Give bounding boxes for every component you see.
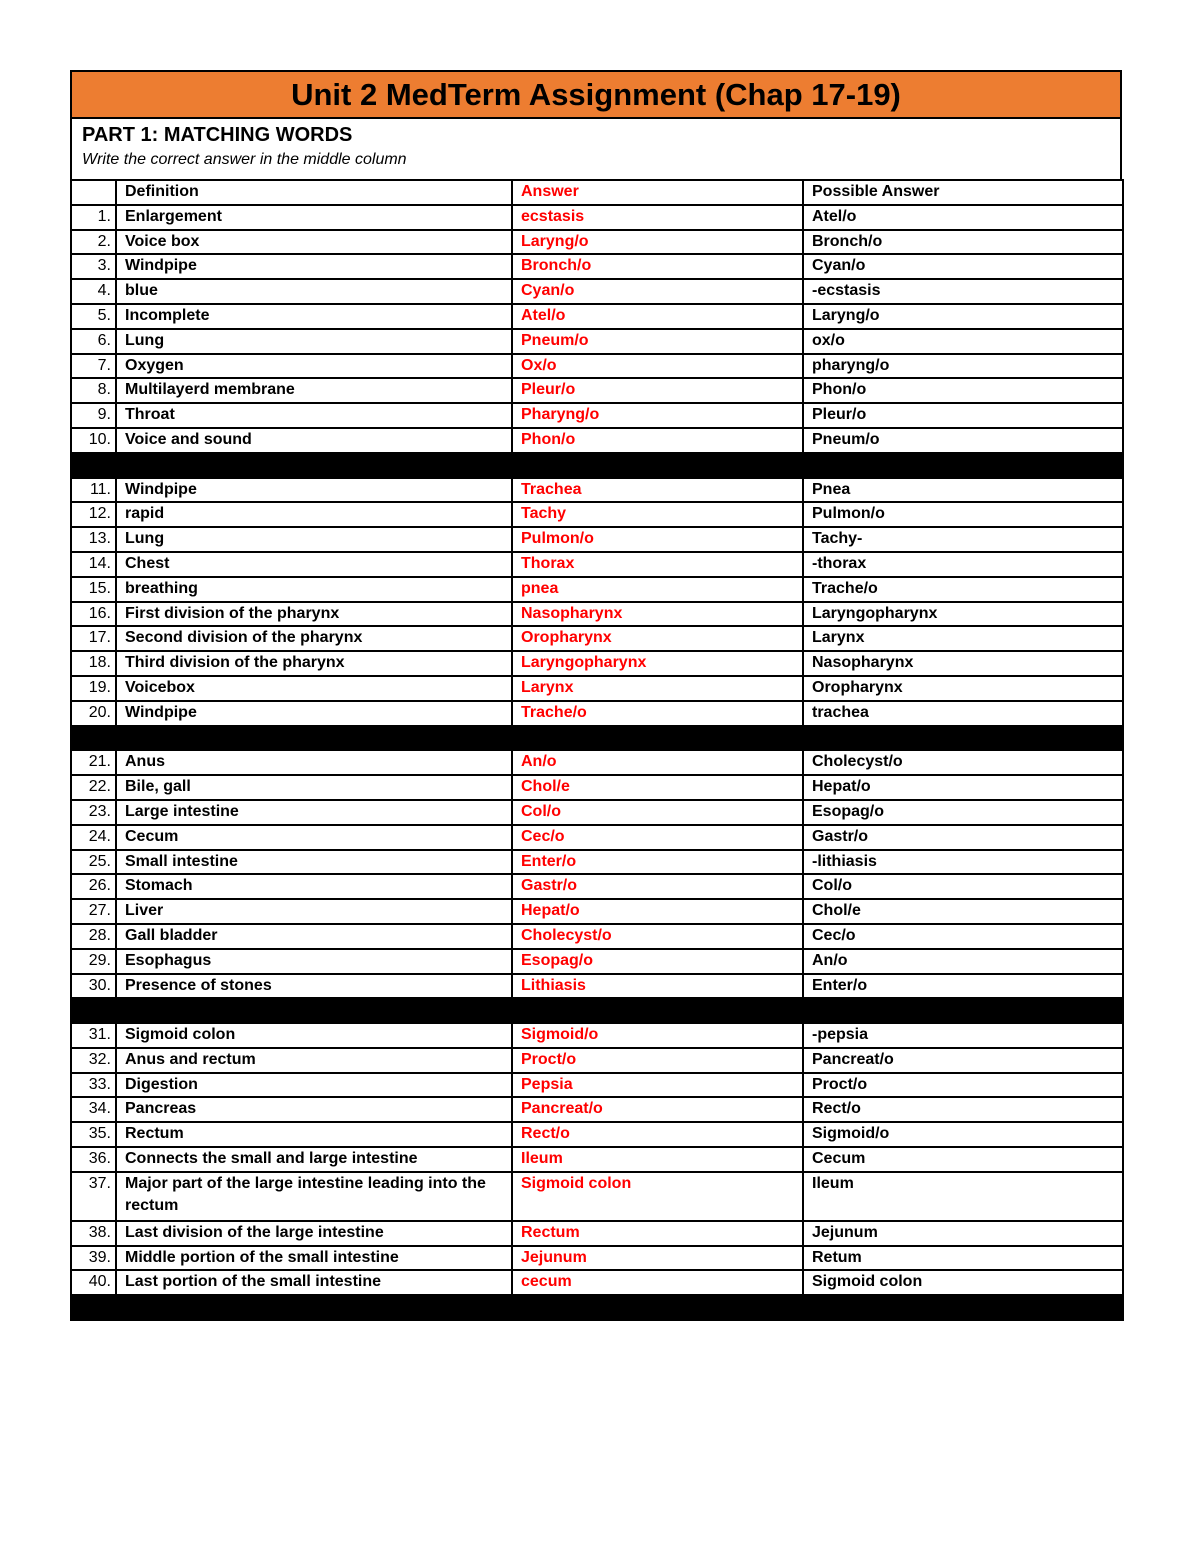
assignment-sheet bbox=[70, 70, 1122, 1321]
definition-cell: blue bbox=[116, 279, 512, 304]
table-row bbox=[71, 279, 1123, 304]
table-row bbox=[71, 750, 1123, 775]
answer-cell: Cholecyst/o bbox=[512, 924, 803, 949]
definition-cell: Esophagus bbox=[116, 949, 512, 974]
definition-cell: Anus bbox=[116, 750, 512, 775]
row-number: 14. bbox=[71, 552, 116, 577]
row-number: 23. bbox=[71, 800, 116, 825]
possible-answer-cell: Sigmoid colon bbox=[803, 1270, 1123, 1295]
row-number: 7. bbox=[71, 354, 116, 379]
row-number: 31. bbox=[71, 1023, 116, 1048]
possible-answer-cell: Cholecyst/o bbox=[803, 750, 1123, 775]
answer-cell: Laryng/o bbox=[512, 230, 803, 255]
answer-cell: Cyan/o bbox=[512, 279, 803, 304]
definition-cell: Voice box bbox=[116, 230, 512, 255]
row-number: 28. bbox=[71, 924, 116, 949]
possible-answer-cell: Trache/o bbox=[803, 577, 1123, 602]
matching-table-body bbox=[71, 180, 1123, 1320]
table-row bbox=[71, 825, 1123, 850]
possible-answer-cell: Larynx bbox=[803, 626, 1123, 651]
section-divider-bar bbox=[71, 1295, 1123, 1320]
part-header bbox=[70, 119, 1122, 179]
answer-cell: cecum bbox=[512, 1270, 803, 1295]
possible-answer-cell: Pleur/o bbox=[803, 403, 1123, 428]
table-row bbox=[71, 254, 1123, 279]
table-row bbox=[71, 949, 1123, 974]
possible-answer-cell: trachea bbox=[803, 701, 1123, 726]
row-number: 21. bbox=[71, 750, 116, 775]
possible-answer-cell: -lithiasis bbox=[803, 850, 1123, 875]
answer-cell: Jejunum bbox=[512, 1246, 803, 1271]
definition-cell: Multilayerd membrane bbox=[116, 378, 512, 403]
table-row bbox=[71, 924, 1123, 949]
possible-answer-cell: Laryngopharynx bbox=[803, 602, 1123, 627]
row-number: 38. bbox=[71, 1221, 116, 1246]
table-row bbox=[71, 1122, 1123, 1147]
table-row bbox=[71, 428, 1123, 453]
table-row bbox=[71, 1172, 1123, 1221]
row-number: 1. bbox=[71, 205, 116, 230]
row-number: 10. bbox=[71, 428, 116, 453]
possible-answer-cell: -ecstasis bbox=[803, 279, 1123, 304]
answer-cell: Proct/o bbox=[512, 1048, 803, 1073]
row-number: 17. bbox=[71, 626, 116, 651]
definition-cell: Throat bbox=[116, 403, 512, 428]
answer-cell: Tachy bbox=[512, 502, 803, 527]
table-row bbox=[71, 552, 1123, 577]
table-row bbox=[71, 899, 1123, 924]
table-row bbox=[71, 1023, 1123, 1048]
answer-cell: Pancreat/o bbox=[512, 1097, 803, 1122]
table-row bbox=[71, 775, 1123, 800]
table-row bbox=[71, 651, 1123, 676]
section-divider bbox=[71, 1295, 1123, 1320]
row-number: 26. bbox=[71, 874, 116, 899]
definition-cell: Oxygen bbox=[116, 354, 512, 379]
section-divider-bar bbox=[71, 998, 1123, 1023]
table-row bbox=[71, 1073, 1123, 1098]
row-number: 19. bbox=[71, 676, 116, 701]
answer-cell: Rectum bbox=[512, 1221, 803, 1246]
row-number: 30. bbox=[71, 974, 116, 999]
section-divider bbox=[71, 726, 1123, 751]
possible-answer-cell: Proct/o bbox=[803, 1073, 1123, 1098]
answer-cell: An/o bbox=[512, 750, 803, 775]
answer-cell: Oropharynx bbox=[512, 626, 803, 651]
answer-cell: Ox/o bbox=[512, 354, 803, 379]
row-number: 22. bbox=[71, 775, 116, 800]
table-row bbox=[71, 626, 1123, 651]
answer-cell: Pneum/o bbox=[512, 329, 803, 354]
answer-cell: ecstasis bbox=[512, 205, 803, 230]
definition-cell: Presence of stones bbox=[116, 974, 512, 999]
possible-answer-cell: Enter/o bbox=[803, 974, 1123, 999]
row-number: 8. bbox=[71, 378, 116, 403]
table-row bbox=[71, 850, 1123, 875]
row-number: 25. bbox=[71, 850, 116, 875]
possible-answer-cell: Sigmoid/o bbox=[803, 1122, 1123, 1147]
row-number: 29. bbox=[71, 949, 116, 974]
row-number: 27. bbox=[71, 899, 116, 924]
answer-cell: Thorax bbox=[512, 552, 803, 577]
table-row bbox=[71, 1097, 1123, 1122]
definition-cell: Voice and sound bbox=[116, 428, 512, 453]
table-row bbox=[71, 577, 1123, 602]
row-number: 35. bbox=[71, 1122, 116, 1147]
definition-cell: Windpipe bbox=[116, 254, 512, 279]
table-row bbox=[71, 304, 1123, 329]
table-row bbox=[71, 701, 1123, 726]
definition-cell: Gall bladder bbox=[116, 924, 512, 949]
table-row bbox=[71, 478, 1123, 503]
header-num bbox=[71, 180, 116, 205]
possible-answer-cell: Cecum bbox=[803, 1147, 1123, 1172]
answer-cell: Bronch/o bbox=[512, 254, 803, 279]
definition-cell: Stomach bbox=[116, 874, 512, 899]
possible-answer-cell: Atel/o bbox=[803, 205, 1123, 230]
answer-cell: Chol/e bbox=[512, 775, 803, 800]
row-number: 5. bbox=[71, 304, 116, 329]
possible-answer-cell: Phon/o bbox=[803, 378, 1123, 403]
row-number: 3. bbox=[71, 254, 116, 279]
definition-cell: Last division of the large intestine bbox=[116, 1221, 512, 1246]
row-number: 2. bbox=[71, 230, 116, 255]
answer-cell: Pepsia bbox=[512, 1073, 803, 1098]
definition-cell: Middle portion of the small intestine bbox=[116, 1246, 512, 1271]
header-answer: Answer bbox=[512, 180, 803, 205]
row-number: 24. bbox=[71, 825, 116, 850]
possible-answer-cell: Ileum bbox=[803, 1172, 1123, 1221]
possible-answer-cell: -thorax bbox=[803, 552, 1123, 577]
possible-answer-cell: Cyan/o bbox=[803, 254, 1123, 279]
table-row bbox=[71, 1048, 1123, 1073]
answer-cell: Nasopharynx bbox=[512, 602, 803, 627]
answer-cell: Enter/o bbox=[512, 850, 803, 875]
definition-cell: Chest bbox=[116, 552, 512, 577]
answer-cell: Phon/o bbox=[512, 428, 803, 453]
possible-answer-cell: Tachy- bbox=[803, 527, 1123, 552]
possible-answer-cell: ox/o bbox=[803, 329, 1123, 354]
table-row bbox=[71, 602, 1123, 627]
definition-cell: Windpipe bbox=[116, 478, 512, 503]
answer-cell: Laryngopharynx bbox=[512, 651, 803, 676]
matching-table bbox=[70, 179, 1124, 1321]
row-number: 40. bbox=[71, 1270, 116, 1295]
answer-cell: Cec/o bbox=[512, 825, 803, 850]
answer-cell: Trachea bbox=[512, 478, 803, 503]
row-number: 9. bbox=[71, 403, 116, 428]
row-number: 12. bbox=[71, 502, 116, 527]
possible-answer-cell: Cec/o bbox=[803, 924, 1123, 949]
table-row bbox=[71, 676, 1123, 701]
table-row bbox=[71, 874, 1123, 899]
possible-answer-cell: Pneum/o bbox=[803, 428, 1123, 453]
answer-cell: Ileum bbox=[512, 1147, 803, 1172]
definition-cell: Enlargement bbox=[116, 205, 512, 230]
definition-cell: Liver bbox=[116, 899, 512, 924]
table-row bbox=[71, 1270, 1123, 1295]
table-row bbox=[71, 329, 1123, 354]
row-number: 37. bbox=[71, 1172, 116, 1221]
table-row bbox=[71, 800, 1123, 825]
answer-cell: Esopag/o bbox=[512, 949, 803, 974]
answer-cell: Pharyng/o bbox=[512, 403, 803, 428]
header-possible-answer: Possible Answer bbox=[803, 180, 1123, 205]
answer-cell: Gastr/o bbox=[512, 874, 803, 899]
row-number: 4. bbox=[71, 279, 116, 304]
definition-cell: Sigmoid colon bbox=[116, 1023, 512, 1048]
answer-cell: Rect/o bbox=[512, 1122, 803, 1147]
definition-cell: breathing bbox=[116, 577, 512, 602]
possible-answer-cell: An/o bbox=[803, 949, 1123, 974]
possible-answer-cell: Bronch/o bbox=[803, 230, 1123, 255]
section-divider-bar bbox=[71, 726, 1123, 751]
answer-cell: Lithiasis bbox=[512, 974, 803, 999]
answer-cell: Larynx bbox=[512, 676, 803, 701]
row-number: 33. bbox=[71, 1073, 116, 1098]
row-number: 16. bbox=[71, 602, 116, 627]
possible-answer-cell: Pancreat/o bbox=[803, 1048, 1123, 1073]
possible-answer-cell: Oropharynx bbox=[803, 676, 1123, 701]
definition-cell: Voicebox bbox=[116, 676, 512, 701]
row-number: 18. bbox=[71, 651, 116, 676]
possible-answer-cell: Esopag/o bbox=[803, 800, 1123, 825]
table-row bbox=[71, 205, 1123, 230]
possible-answer-cell: Rect/o bbox=[803, 1097, 1123, 1122]
table-row bbox=[71, 1221, 1123, 1246]
table-row bbox=[71, 1246, 1123, 1271]
row-number: 15. bbox=[71, 577, 116, 602]
table-row bbox=[71, 502, 1123, 527]
answer-cell: Pulmon/o bbox=[512, 527, 803, 552]
section-divider bbox=[71, 998, 1123, 1023]
row-number: 36. bbox=[71, 1147, 116, 1172]
possible-answer-cell: Gastr/o bbox=[803, 825, 1123, 850]
definition-cell: Second division of the pharynx bbox=[116, 626, 512, 651]
answer-cell: Sigmoid colon bbox=[512, 1172, 803, 1221]
answer-cell: Sigmoid/o bbox=[512, 1023, 803, 1048]
possible-answer-cell: Retum bbox=[803, 1246, 1123, 1271]
definition-cell: Lung bbox=[116, 329, 512, 354]
answer-cell: Hepat/o bbox=[512, 899, 803, 924]
definition-cell: Incomplete bbox=[116, 304, 512, 329]
answer-cell: Pleur/o bbox=[512, 378, 803, 403]
definition-cell: Last portion of the small intestine bbox=[116, 1270, 512, 1295]
answer-cell: pnea bbox=[512, 577, 803, 602]
definition-cell: Bile, gall bbox=[116, 775, 512, 800]
definition-cell: Lung bbox=[116, 527, 512, 552]
definition-cell: Third division of the pharynx bbox=[116, 651, 512, 676]
table-row bbox=[71, 527, 1123, 552]
definition-cell: Rectum bbox=[116, 1122, 512, 1147]
definition-cell: Pancreas bbox=[116, 1097, 512, 1122]
page-title: Unit 2 MedTerm Assignment (Chap 17-19) bbox=[70, 70, 1122, 119]
header-definition: Definition bbox=[116, 180, 512, 205]
row-number: 6. bbox=[71, 329, 116, 354]
table-row bbox=[71, 230, 1123, 255]
section-divider-bar bbox=[71, 453, 1123, 478]
answer-cell: Col/o bbox=[512, 800, 803, 825]
possible-answer-cell: Pulmon/o bbox=[803, 502, 1123, 527]
row-number: 34. bbox=[71, 1097, 116, 1122]
definition-cell: rapid bbox=[116, 502, 512, 527]
table-row bbox=[71, 1147, 1123, 1172]
definition-cell: Large intestine bbox=[116, 800, 512, 825]
possible-answer-cell: Pnea bbox=[803, 478, 1123, 503]
answer-cell: Trache/o bbox=[512, 701, 803, 726]
table-row bbox=[71, 354, 1123, 379]
table-row bbox=[71, 974, 1123, 999]
definition-cell: Connects the small and large intestine bbox=[116, 1147, 512, 1172]
header-row bbox=[71, 180, 1123, 205]
definition-cell: Anus and rectum bbox=[116, 1048, 512, 1073]
possible-answer-cell: Col/o bbox=[803, 874, 1123, 899]
row-number: 11. bbox=[71, 478, 116, 503]
possible-answer-cell: -pepsia bbox=[803, 1023, 1123, 1048]
possible-answer-cell: Nasopharynx bbox=[803, 651, 1123, 676]
possible-answer-cell: Jejunum bbox=[803, 1221, 1123, 1246]
definition-cell: First division of the pharynx bbox=[116, 602, 512, 627]
possible-answer-cell: Chol/e bbox=[803, 899, 1123, 924]
definition-cell: Cecum bbox=[116, 825, 512, 850]
definition-cell: Digestion bbox=[116, 1073, 512, 1098]
possible-answer-cell: Hepat/o bbox=[803, 775, 1123, 800]
section-divider bbox=[71, 453, 1123, 478]
part-instruction: Write the correct answer in the middle column bbox=[82, 151, 407, 168]
part-title: PART 1: MATCHING WORDS bbox=[82, 124, 353, 146]
row-number: 39. bbox=[71, 1246, 116, 1271]
definition-cell: Major part of the large intestine leading into the rectum bbox=[116, 1172, 512, 1221]
row-number: 32. bbox=[71, 1048, 116, 1073]
possible-answer-cell: pharyng/o bbox=[803, 354, 1123, 379]
table-row bbox=[71, 403, 1123, 428]
possible-answer-cell: Laryng/o bbox=[803, 304, 1123, 329]
table-row bbox=[71, 378, 1123, 403]
definition-cell: Small intestine bbox=[116, 850, 512, 875]
row-number: 13. bbox=[71, 527, 116, 552]
row-number: 20. bbox=[71, 701, 116, 726]
definition-cell: Windpipe bbox=[116, 701, 512, 726]
answer-cell: Atel/o bbox=[512, 304, 803, 329]
